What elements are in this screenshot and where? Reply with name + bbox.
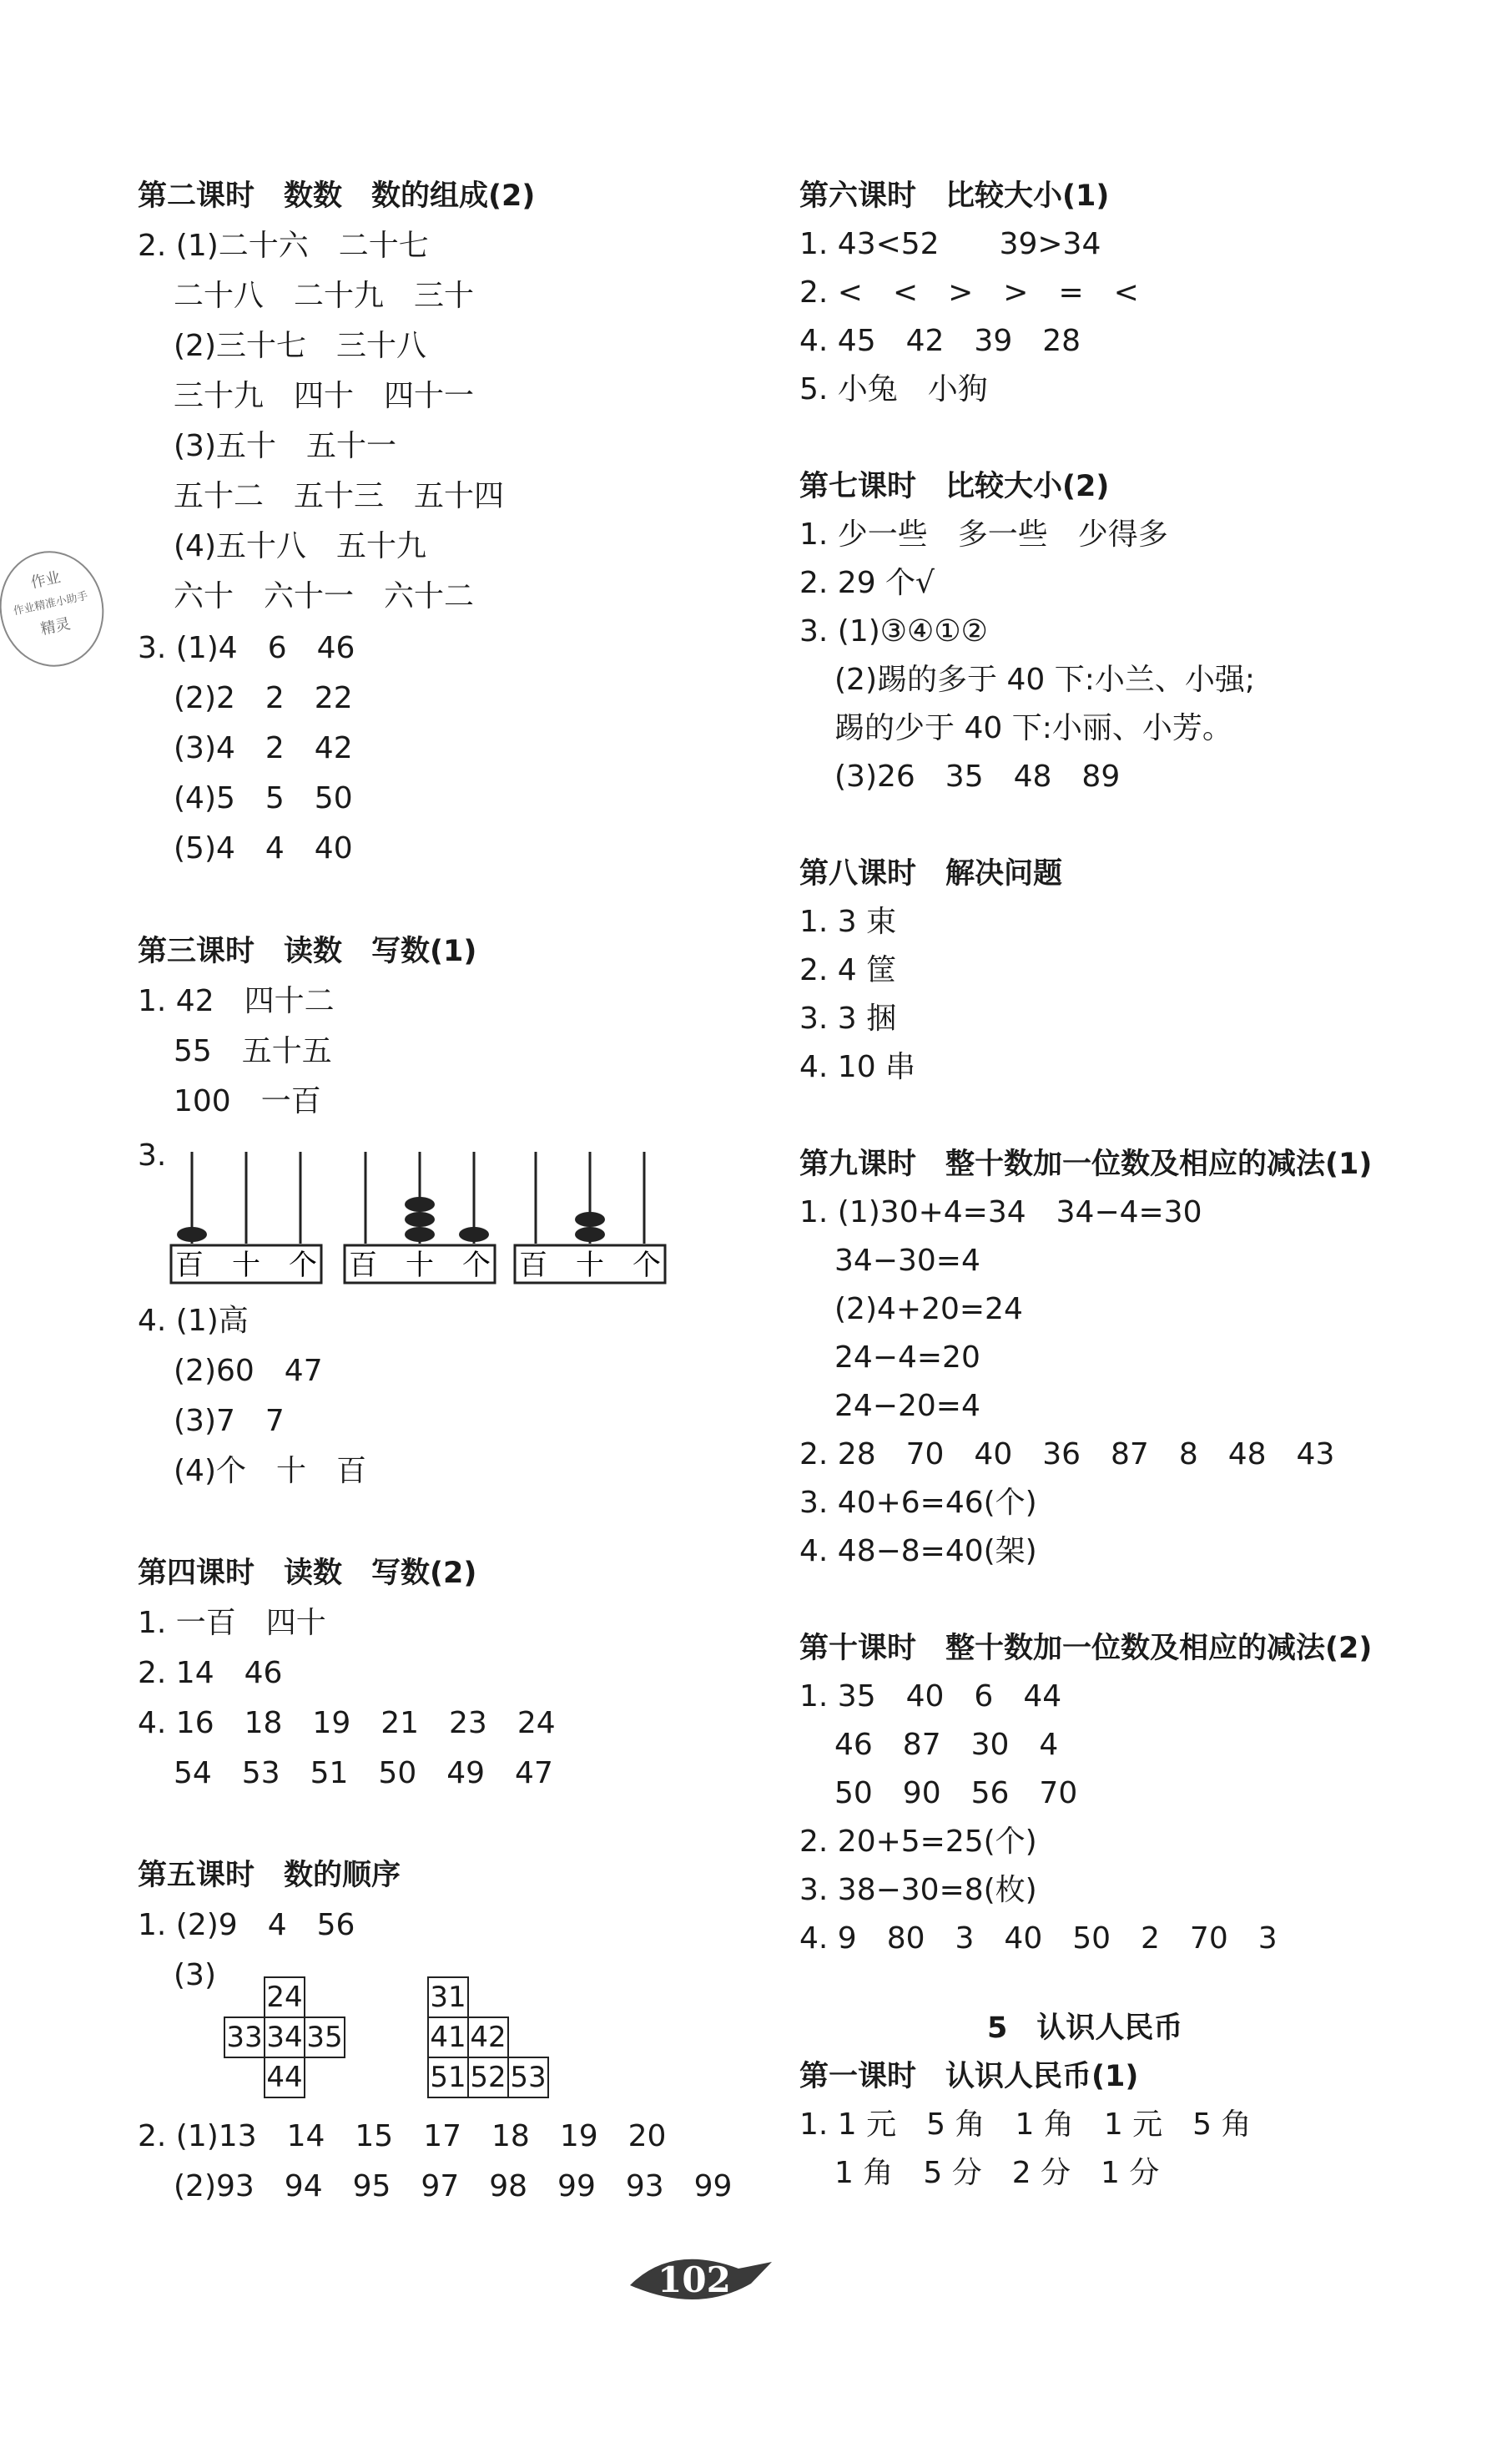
line: (2)60 47 (174, 1354, 323, 1388)
line: (3)7 7 (174, 1404, 285, 1438)
line: 4. 10 串 (799, 1050, 916, 1084)
line: 3. 38−30=8(枚) (799, 1873, 1037, 1907)
abacus-bead (575, 1212, 605, 1227)
line: 1 角 5 分 2 分 1 分 (834, 2156, 1160, 2190)
line: (4)五十八 五十九 (174, 529, 426, 563)
grid-cell: 33 (224, 2017, 265, 2057)
line: 1. (2)9 4 56 (138, 1908, 355, 1942)
stamp-line2: 作业精准小助手 (12, 589, 89, 618)
heading-s3: 第三课时 读数 写数(1) (138, 935, 477, 968)
abacus-bead (575, 1227, 605, 1242)
line: 1. (1)30+4=34 34−4=30 (799, 1195, 1202, 1229)
stamp-logo (0, 542, 114, 677)
line: 24−4=20 (834, 1340, 980, 1375)
abacus-label: 百 十 个 (175, 1249, 317, 1282)
line: 4. 48−8=40(架) (799, 1534, 1037, 1568)
line: 1. 3 束 (799, 905, 897, 939)
line: 1. 42 四十二 (138, 984, 335, 1018)
line: 1. 43<52 39>34 (799, 227, 1101, 261)
abacus-bead (459, 1227, 489, 1242)
line: 3. (138, 1138, 167, 1173)
line: 2. 20+5=25(个) (799, 1825, 1037, 1859)
grid-cell: 34 (265, 2017, 305, 2057)
line: 4. (1)高 (138, 1304, 249, 1338)
line: 4. 45 42 39 28 (799, 324, 1081, 358)
line: 100 一百 (174, 1084, 321, 1118)
line: 3. 40+6=46(个) (799, 1486, 1037, 1520)
grid-cell: 42 (468, 2017, 508, 2057)
line: 1. 少一些 多一些 少得多 (799, 517, 1168, 552)
line: (2)踢的多于 40 下:小兰、小强; (834, 663, 1255, 697)
line: 3. 3 捆 (799, 1002, 897, 1036)
line: 六十 六十一 六十二 (174, 579, 475, 613)
line: (3)4 2 42 (174, 731, 353, 765)
line: 二十八 二十九 三十 (174, 279, 475, 313)
line: 54 53 51 50 49 47 (174, 1756, 553, 1790)
line: 4. 9 80 3 40 50 2 70 3 (799, 1921, 1278, 1956)
grid-cell: 52 (468, 2057, 508, 2097)
line: 三十九 四十 四十一 (174, 379, 475, 413)
line: 5. 小兔 小狗 (799, 372, 988, 406)
heading-unit5: 第一课时 认识人民币(1) (799, 2060, 1139, 2093)
line: 2. 4 筐 (799, 953, 897, 987)
grid-cell: 35 (305, 2017, 345, 2057)
abacus-bead (405, 1227, 435, 1242)
heading-s10: 第十课时 整十数加一位数及相应的减法(2) (799, 1632, 1373, 1665)
abacus-bead (405, 1197, 435, 1212)
grid-cell: 44 (265, 2057, 305, 2097)
line: 50 90 56 70 (834, 1776, 1078, 1810)
number-grid-1 (224, 1976, 345, 2098)
line: 1. 一百 四十 (138, 1606, 326, 1640)
grid-cell: 53 (508, 2057, 548, 2097)
abacus-bead (177, 1227, 207, 1242)
line: 24−20=4 (834, 1389, 980, 1423)
page-number: 102 (658, 2259, 731, 2300)
stamp-line1: 作业 (28, 568, 63, 593)
abacus-3 (511, 1143, 678, 1290)
line: 55 五十五 (174, 1034, 332, 1068)
line: 2. (1)13 14 15 17 18 19 20 (138, 2119, 667, 2153)
abacus-label: 百 十 个 (349, 1249, 491, 1282)
line: 3. (1)③④①② (799, 614, 988, 649)
abacus-2 (340, 1143, 507, 1290)
line: (4)个 十 百 (174, 1454, 366, 1488)
heading-s6: 第六课时 比较大小(1) (799, 179, 1110, 213)
grid-cell: 41 (428, 2017, 468, 2057)
heading-s2: 第二课时 数数 数的组成(2) (138, 179, 536, 213)
line: (5)4 4 40 (174, 831, 353, 866)
line: 2. 29 个√ (799, 566, 935, 600)
line: (3)五十 五十一 (174, 429, 396, 463)
line: 46 87 30 4 (834, 1728, 1059, 1762)
stamp-line3: 精灵 (38, 615, 73, 639)
grid-cell: 31 (428, 1977, 468, 2017)
line: 2. 28 70 40 36 87 8 48 43 (799, 1437, 1335, 1471)
line: 1. 1 元 5 角 1 角 1 元 5 角 (799, 2107, 1252, 2142)
grid-cell: 51 (428, 2057, 468, 2097)
abacus-1 (167, 1143, 334, 1290)
line: (2)2 2 22 (174, 681, 353, 715)
heading-s5: 第五课时 数的顺序 (138, 1859, 401, 1892)
line: 2. < < > > = < (799, 275, 1139, 310)
page-number-badge (622, 2244, 776, 2310)
line: 4. 16 18 19 21 23 24 (138, 1706, 556, 1740)
line: (3) (174, 1958, 216, 1992)
heading-s4: 第四课时 读数 写数(2) (138, 1557, 477, 1590)
grid-cell: 24 (265, 1977, 305, 2017)
line: 34−30=4 (834, 1244, 980, 1278)
line: (2)三十七 三十八 (174, 329, 426, 363)
abacus-bead (405, 1212, 435, 1227)
line: 五十二 五十三 五十四 (174, 479, 505, 513)
abacus-label: 百 十 个 (519, 1249, 661, 1282)
heading-s9: 第九课时 整十数加一位数及相应的减法(1) (799, 1148, 1373, 1181)
heading-s7: 第七课时 比较大小(2) (799, 470, 1110, 503)
line: 2. (1)二十六 二十七 (138, 229, 429, 263)
line: (3)26 35 48 89 (834, 760, 1121, 794)
unit-title: 5 认识人民币 (987, 2011, 1183, 2045)
number-grid-2 (427, 1976, 549, 2098)
heading-s8: 第八课时 解决问题 (799, 857, 1063, 891)
line: (2)4+20=24 (834, 1292, 1023, 1326)
line: 2. 14 46 (138, 1656, 283, 1690)
line: 3. (1)4 6 46 (138, 631, 355, 665)
line: 踢的少于 40 下:小丽、小芳。 (834, 711, 1232, 745)
line: (2)93 94 95 97 98 99 93 99 (174, 2169, 733, 2203)
line: (4)5 5 50 (174, 781, 353, 815)
line: 1. 35 40 6 44 (799, 1679, 1062, 1714)
